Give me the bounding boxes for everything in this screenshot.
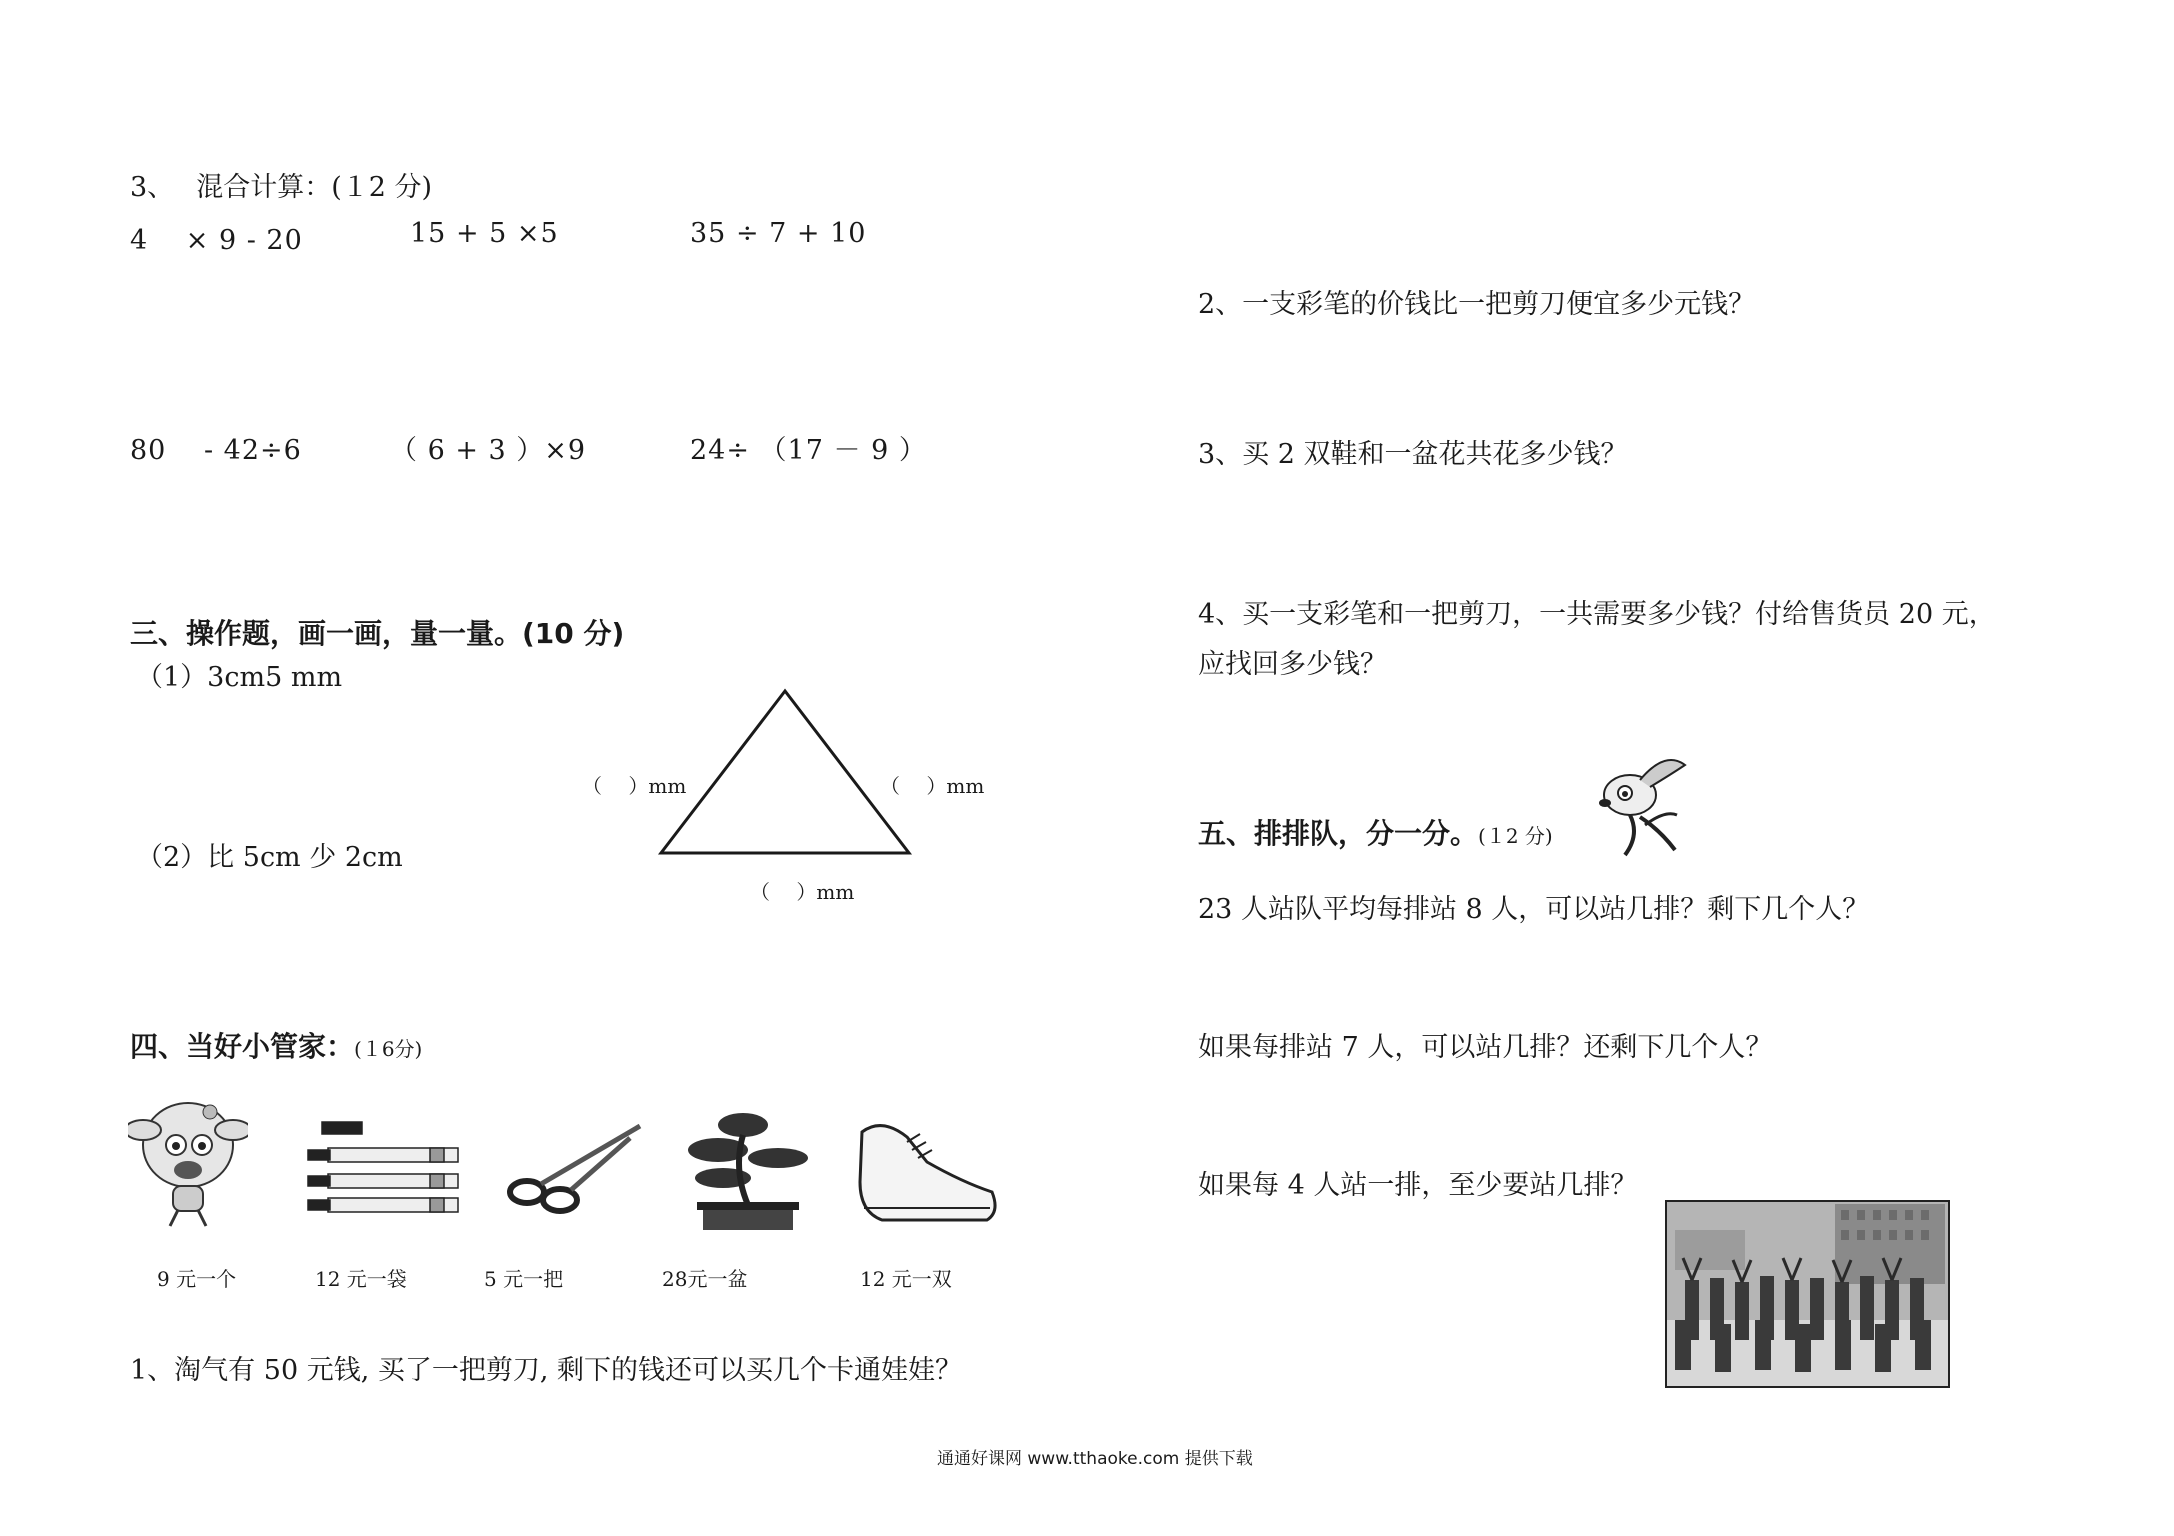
color-pens-icon [300,1118,470,1218]
question-1: 1、淘气有 50 元钱, 买了一把剪刀, 剩下的钱还可以买几个卡通娃娃？ [130,1355,963,1386]
section5-question-2: 如果每排站 7 人，可以站几排？还剩下几个人？ [1198,1032,1773,1063]
triangle-left-label: （ ）mm [582,774,687,798]
section4-score: (１6分) [354,1037,423,1061]
section3-heading: 三、操作题，画一画，量一量。(10 分) [130,617,625,650]
triangle-figure [655,685,915,860]
question-3: 3、买 2 双鞋和一盆花共花多少钱？ [1198,439,1628,470]
calc-expr-4: 80 - 42÷6 [130,435,302,466]
section5-title: 五、排排队，分一分。 [1198,817,1479,850]
triangle-bottom-label: （ ）mm [750,880,855,904]
footer-text: 通通好课网 www.tthaoke.com 提供下载 [937,1449,1253,1469]
calc-expr-5: （ 6 + 3 ）×9 [390,435,587,466]
section5-score: (１2 分) [1478,824,1553,848]
exercise-photo-image [1665,1200,1950,1388]
section4-title: 四、当好小管家： [130,1030,355,1063]
question-2: 2、一支彩笔的价钱比一把剪刀便宜多少元钱？ [1198,289,1756,320]
mixed-calc-heading: 3、 混合计算：(１2 分) [130,172,433,203]
draw-item-2: （2）比 5cm 少 2cm [136,842,403,873]
triangle-right-label: （ ）mm [880,774,985,798]
calc-expr-1: 4 × 9 - 20 [130,225,303,256]
price-bonsai: 28元一盆 [662,1267,748,1291]
section5-question-3: 如果每 4 人站一排，至少要站几排？ [1198,1170,1638,1201]
shoe-icon [852,1112,1002,1227]
calc-expr-6: 24÷ （17 － 9 ） [690,435,927,466]
question-4-line1: 4、买一支彩笔和一把剪刀，一共需要多少钱？付给售货员 20 元， [1198,599,1996,630]
price-scissors: 5 元一把 [484,1267,564,1291]
scissors-icon [505,1120,645,1215]
section5-question-1: 23 人站队平均每排站 8 人，可以站几排？剩下几个人？ [1198,894,1870,925]
price-doll: 9 元一个 [157,1267,237,1291]
calc-expr-3: 35 ÷ 7 + 10 [690,218,867,249]
section5-heading [1198,812,1553,852]
cartoon-dog-icon [1585,755,1695,870]
section4-heading [130,1025,422,1065]
bonsai-plant-icon [683,1110,813,1235]
draw-item-1: （1）3cm5 mm [136,662,343,693]
question-4-line2: 应找回多少钱？ [1198,649,1387,680]
calc-expr-2: 15 + 5 ×5 [410,218,559,249]
cartoon-doll-icon [128,1090,248,1230]
price-pens: 12 元一袋 [315,1267,407,1291]
price-shoe: 12 元一双 [860,1267,952,1291]
